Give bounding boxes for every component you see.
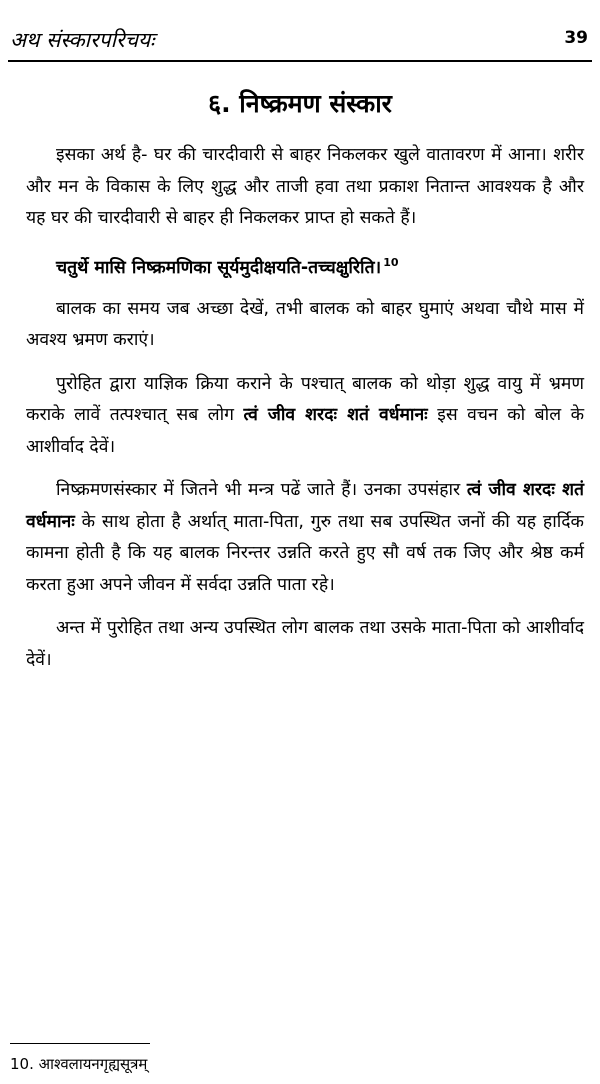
paragraph-5: अन्त में पुरोहित तथा अन्य उपस्थित लोग बालक तथा उसके माता-पिता को आशीर्वाद देवें। — [26, 618, 584, 670]
blessing-phrase: त्वं जीव शरदः शतं वर्धमानः — [26, 480, 584, 532]
paragraph-1: इसका अर्थ है- घर की चारदीवारी से बाहर निकलकर खुले वातावरण में आना। शरीर और मन के विकास के लिए शुद्ध और ताजी हवा तथा प्रकाश नितान्त आवश्यक है और यह घर की चारदीवारी से बाहर ही निकलकर प्राप्त हो सकते हैं। — [26, 145, 584, 228]
running-title: अथ संस्कारपरिचयः — [10, 28, 155, 52]
body-text — [26, 140, 584, 688]
verse-text: चतुर्थे मासि निष्क्रमणिका सूर्यमुदीक्षयति-तच्चक्षुरिति। — [56, 257, 382, 278]
paragraph-4 — [26, 475, 584, 601]
page-number: 39 — [564, 28, 588, 48]
paragraph-3-text-a: पुरोहित द्वारा याज्ञिक क्रिया कराने के पश्चात् बालक को थोड़ा शुद्ध वायु में भ्रमण कराके लावें तत्पश्चात् सब लोग — [26, 373, 584, 426]
footnote-reference[interactable]: 10 — [383, 255, 399, 269]
paragraph-4-text-a: निष्क्रमणसंस्कार में जितने भी मन्त्र पढें जाते हैं। उनका उपसंहार — [56, 480, 467, 501]
verse-quote — [26, 247, 584, 284]
footnote: 10. आश्वलायनगृह्यसूत्रम् — [10, 1055, 148, 1073]
paragraph-3 — [26, 369, 584, 464]
paragraph-3-text-b: इस वचन को बोल के आशीर्वाद देवें। — [26, 405, 585, 457]
footnote-rule — [10, 1043, 150, 1044]
header-rule — [8, 60, 592, 62]
blessing-phrase: त्वं जीव शरदः शतं वर्धमानः — [243, 405, 428, 426]
paragraph-2: बालक का समय जब अच्छा देखें, तभी बालक को बाहर घुमाएं अथवा चौथे मास में अवश्य भ्रमण कराएं। — [26, 298, 584, 351]
page-header — [0, 0, 600, 62]
paragraph-4-text-b: के साथ होता है अर्थात् माता-पिता, गुरु तथा सब उपस्थित जनों की यह हार्दिक कामना होती है कि यह बालक निरन्तर उन्नति करते हुए सौ वर्ष तक जिए और श्रेष्ठ कर्म करता हुआ अपने जीवन में सर्वदा उन्नति पाता रहे। — [26, 511, 584, 595]
chapter-heading: ६. निष्क्रमण संस्कार — [208, 89, 392, 118]
